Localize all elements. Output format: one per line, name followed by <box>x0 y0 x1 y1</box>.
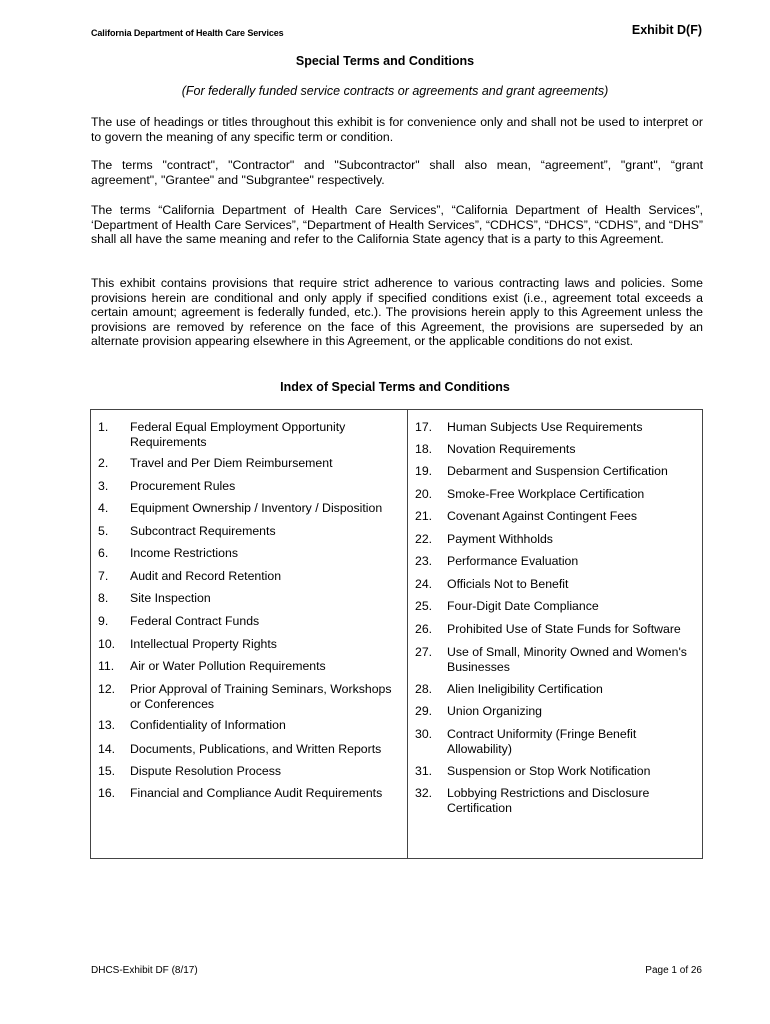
index-item-text: Union Organizing <box>447 704 543 718</box>
index-item-number: 19. <box>415 464 433 478</box>
index-item-number: 17. <box>415 420 433 434</box>
index-item-text: Prohibited Use of State Funds for Software <box>447 622 681 636</box>
index-item-number: 22. <box>415 532 433 546</box>
index-item-text: Documents, Publications, and Written Reports <box>130 742 382 756</box>
index-item-text: Procurement Rules <box>130 479 236 493</box>
index-item-number: 4. <box>98 501 109 515</box>
index-item-text: Novation Requirements <box>447 442 576 456</box>
index-title: Index of Special Terms and Conditions <box>280 380 510 394</box>
index-item-text: Performance Evaluation <box>447 554 579 568</box>
header-exhibit: Exhibit D(F) <box>631 23 702 37</box>
index-item-text: Income Restrictions <box>130 546 238 560</box>
index-item-text: Site Inspection <box>130 591 211 605</box>
index-item-number: 7. <box>98 569 109 583</box>
index-item-text: Financial and Compliance Audit Requirements <box>130 786 383 800</box>
footer-page-number: Page 1 of 26 <box>645 965 702 976</box>
index-item-text: Federal Equal Employment Opportunity Requirements <box>130 420 346 449</box>
index-item-number: 23. <box>415 554 433 568</box>
index-item-text: Audit and Record Retention <box>130 569 282 583</box>
index-item-text: Lobbying Restrictions and Disclosure Certification <box>447 786 650 815</box>
index-item-text: Equipment Ownership / Inventory / Disposition <box>130 501 383 515</box>
index-item-text: Air or Water Pollution Requirements <box>130 659 326 673</box>
page-title: Special Terms and Conditions <box>295 54 475 68</box>
index-item-number: 3. <box>98 479 109 493</box>
index-item-text: Dispute Resolution Process <box>130 764 282 778</box>
index-item-text: Prior Approval of Training Seminars, Workshops or Conferences <box>130 682 392 711</box>
paragraph-terms-contract: The terms "contract", "Contractor" and "Subcontractor" shall also mean, “agreement”, "grant", “grant agreement", "Grantee" and "Subgrantee" respectively. <box>91 158 703 187</box>
index-item-number: 13. <box>98 718 116 732</box>
index-item-text: Subcontract Requirements <box>130 524 276 538</box>
index-item-number: 18. <box>415 442 433 456</box>
index-item-number: 11. <box>98 659 115 673</box>
footer-form-id: DHCS-Exhibit DF (8/17) <box>91 965 198 976</box>
index-item-text: Travel and Per Diem Reimbursement <box>130 456 333 470</box>
index-item-text: Federal Contract Funds <box>130 614 260 628</box>
index-item-text: Contract Uniformity (Fringe Benefit Allowability) <box>447 727 637 756</box>
index-item-text: Covenant Against Contingent Fees <box>447 509 638 523</box>
index-item-number: 12. <box>98 682 116 696</box>
index-item-number: 6. <box>98 546 109 560</box>
index-item-number: 30. <box>415 727 433 741</box>
index-item-number: 25. <box>415 599 433 613</box>
index-item-number: 14. <box>98 742 116 756</box>
header-agency: California Department of Health Care Services <box>91 28 284 38</box>
index-item-text: Payment Withholds <box>447 532 553 546</box>
index-item-number: 28. <box>415 682 433 696</box>
paragraph-provisions: This exhibit contains provisions that require strict adherence to various contracting laws and policies. Some provisions herein are conditional and only apply if specified conditions exist (i.e., agreement total exceeds a certain amount; agreement is federally funded, etc.). The provisions herein apply to this Agreement unless the provisions are removed by reference on the face of this Agreement, the provisions are superseded by an alternate provision appearing elsewhere in this Agreement, or the applicable conditions do not exist. <box>91 276 703 349</box>
index-item-text: Suspension or Stop Work Notification <box>447 764 651 778</box>
index-item-number: 32. <box>415 786 433 800</box>
index-item-number: 27. <box>415 645 433 659</box>
index-item-text: Alien Ineligibility Certification <box>447 682 603 696</box>
index-item-number: 24. <box>415 577 433 591</box>
index-item-text: Intellectual Property Rights <box>130 637 277 651</box>
index-item-number: 31. <box>415 764 433 778</box>
index-item-text: Use of Small, Minority Owned and Women's Businesses <box>447 645 687 674</box>
index-item-text: Smoke-Free Workplace Certification <box>447 487 645 501</box>
index-item-number: 8. <box>98 591 109 605</box>
index-item-text: Confidentiality of Information <box>130 718 286 732</box>
index-table <box>90 409 703 859</box>
page-subtitle: (For federally funded service contracts or agreements and grant agreements) <box>181 84 609 98</box>
index-item-number: 9. <box>98 614 109 628</box>
index-item-number: 2. <box>98 456 109 470</box>
index-item-number: 29. <box>415 704 433 718</box>
index-item-number: 26. <box>415 622 433 636</box>
index-column-divider <box>407 409 408 859</box>
index-item-text: Four-Digit Date Compliance <box>447 599 599 613</box>
index-item-text: Debarment and Suspension Certification <box>447 464 668 478</box>
index-item-number: 10. <box>98 637 116 651</box>
index-item-text: Officials Not to Benefit <box>447 577 569 591</box>
paragraph-headings: The use of headings or titles throughout this exhibit is for convenience only and shall not be used to interpret or to govern the meaning of any specific term or condition. <box>91 115 703 144</box>
index-item-number: 5. <box>98 524 109 538</box>
index-item-number: 1. <box>98 420 109 434</box>
paragraph-terms-department: The terms “California Department of Health Care Services”, “California Department of Health Services”, ‘Department of Health Care Services”, “Department of Health Services”, “CDHCS”, “DHCS”, “CDHS”, and “DHS” shall all have the same meaning and refer to the California State agency that is a party to this Agreement. <box>91 203 703 247</box>
index-item-number: 20. <box>415 487 433 501</box>
index-item-number: 15. <box>98 764 116 778</box>
index-item-text: Human Subjects Use Requirements <box>447 420 643 434</box>
index-item-number: 16. <box>98 786 116 800</box>
index-item-number: 21. <box>415 509 433 523</box>
